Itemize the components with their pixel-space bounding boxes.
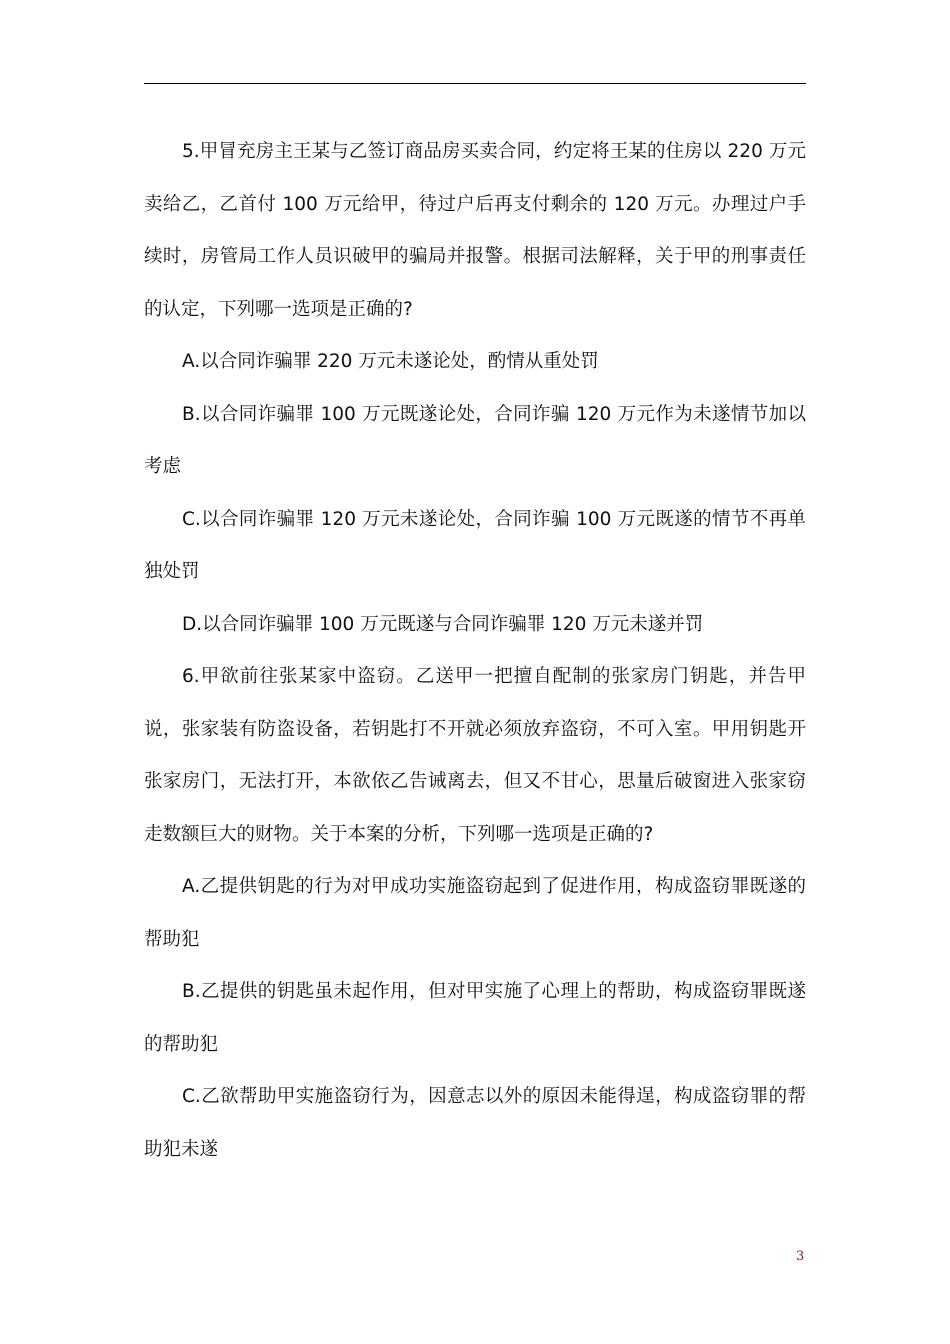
question-6-option-c: C.乙欲帮助甲实施盗窃行为，因意志以外的原因未能得逞，构成盗窃罪的帮助犯未遂 [144,1086,806,1160]
question-6-option-b: B.乙提供的钥匙虽未起作用，但对甲实施了心理上的帮助，构成盗窃罪既遂的帮助犯 [144,981,806,1055]
question-5-stem: 5.甲冒充房主王某与乙签订商品房买卖合同，约定将王某的住房以 220 万元卖给乙，乙首付 100 万元给甲，待过户后再支付剩余的 120 万元。办理过户手续时，房管局工作人员识破甲的骗局并报警。根据司法解释，关于甲的刑事责任的认定，下列哪一选项是正确的? [144,141,806,320]
page-number: 3 [796,1249,805,1264]
question-5-option-d: D.以合同诈骗罪 100 万元既遂与合同诈骗罪 120 万元未遂并罚 [182,613,704,635]
question-6-option-a: A.乙提供钥匙的行为对甲成功实施盗窃起到了促进作用，构成盗窃罪既遂的帮助犯 [144,876,806,950]
header-rule [144,83,806,84]
document-body [144,126,806,1176]
question-6-stem: 6.甲欲前往张某家中盗窃。乙送甲一把擅自配制的张家房门钥匙，并告甲说，张家装有防盗设备，若钥匙打不开就必须放弃盗窃，不可入室。甲用钥匙开张家房门，无法打开，本欲依乙告诫离去，但又不甘心，思量后破窗进入张家窃走数额巨大的财物。关于本案的分析，下列哪一选项是正确的? [144,666,806,845]
question-5-option-a: A.以合同诈骗罪 220 万元未遂论处，酌情从重处罚 [182,351,599,372]
question-5-option-c: C.以合同诈骗罪 120 万元未遂论处，合同诈骗 100 万元既遂的情节不再单独处罚 [144,508,806,582]
question-5-option-b: B.以合同诈骗罪 100 万元既遂论处，合同诈骗 120 万元作为未遂情节加以考虑 [144,403,806,477]
